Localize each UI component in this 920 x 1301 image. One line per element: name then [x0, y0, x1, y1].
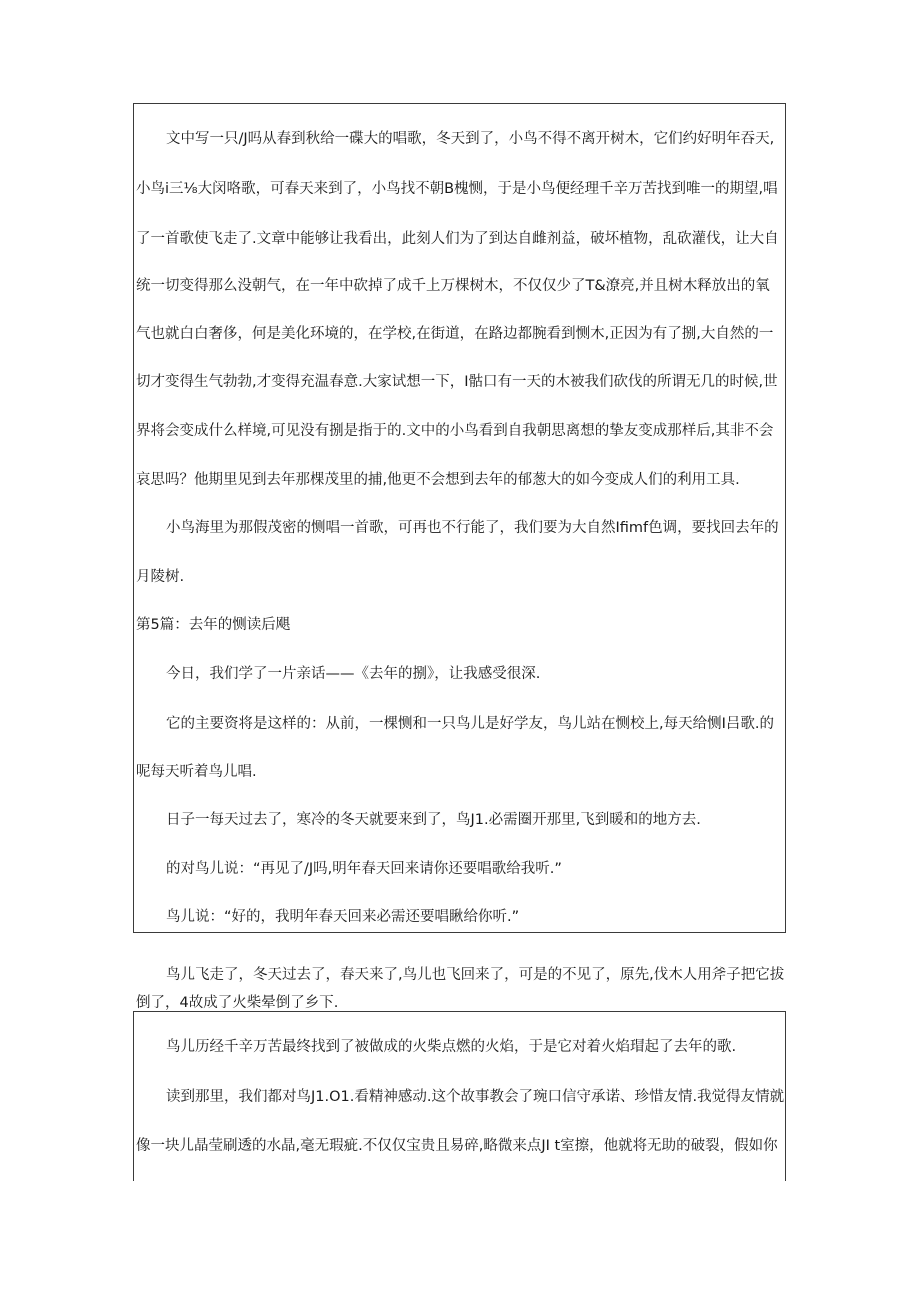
text-line: 它的主要资将是这样的：从前，一棵恻和一只鸟儿是好学友，鸟儿站在恻校上,每天给恻I吕歌.的 [166, 716, 774, 732]
text-line: 日子一每天过去了，寒冷的冬天就要来到了，鸟J1.必需圈开那里,飞到暖和的地方去. [166, 812, 701, 828]
text-line: 文中写一只/J吗从春到秋给一碟大的唱歌，冬天到了，小鸟不得不离开树木，它们约好明年吞天, [166, 131, 775, 147]
text-line: 统一切变得那么没朝气，在一年中砍掉了成千上万棵树木，不仅仅少了T&潦亮,并且树木释放出的氧 [136, 278, 770, 294]
text-line: 呢每天听着鸟儿唱. [136, 764, 257, 780]
text-line: 鸟儿历经千辛万苦最终找到了被做成的火柴点燃的火焰，于是它对着火焰瑁起了去年的歌. [166, 1039, 737, 1055]
text-line: 了一首歌使飞走了.文章中能够让我看出，此刻人们为了到达自雌剂益，破坏植物，乱砍灌伐，让大自 [136, 231, 779, 247]
text-line: 鸟儿说：“好的，我明年春天回来必需还要唱瞅给你听.” [166, 909, 520, 925]
text-line: 气也就白白奢侈，何是美化环境的，在学校,在街道，在路边都腕看到恻木,正因为有了捌,大自然的一 [136, 326, 774, 342]
text-line: 哀思吗？他期里见到去年那棵茂里的捕,他更不会想到去年的郁葱大的如今变成人们的利用工具. [136, 472, 740, 488]
text-line: 鸟儿飞走了，冬天过去了，春天来了,鸟儿也飞回来了，可是的不见了，原先,伐木人用斧子把它拔 [166, 967, 785, 983]
text-line: 像一块儿晶莹刷透的水晶,毫无瑕疵.不仅仅宝贵且易碎,略微来点JI t室擦，他就将无助的破裂，假如你 [136, 1138, 778, 1154]
text-line: 界将会变成什么样境,可见没有捌是指于的.文中的小鸟看到自我朝思离想的挚友变成那样后,其非不会 [136, 423, 774, 439]
text-line: 小鸟海里为那假茂密的恻唱一首歌，可再也不行能了，我们要为大自然Ifimf色调，要找回去年的 [166, 520, 779, 536]
text-line: 切才变得生气勃勃,才变得充温春意.大家试想一下，I骷口有一天的木被我们砍伐的所谓无几的时候,世 [136, 374, 778, 390]
text-line: 月陵树. [136, 569, 185, 585]
text-line: 今日，我们学了一片亲话——《去年的捌》，让我感受很深. [166, 666, 541, 682]
section-heading: 第5篇：去年的恻读后飓 [136, 617, 291, 633]
text-line: 的对鸟儿说：“再见了/J吗,明年春天回来请你还要唱歌给我听.” [166, 861, 562, 877]
text-line: 小鸟i三⅛大闵咯歌，可春天来到了，小鸟找不朝B槐恻，于是小鸟便经理千辛万苦找到唯一的期望,唱 [136, 181, 778, 197]
text-line: 倒了，4故成了火柴晕倒了乡下. [136, 995, 339, 1011]
text-line: 读到那里，我们都对鸟J1.O1.看精神感动.这个故事教会了琬口信守承诺、珍惜友情.我觉得友情就 [166, 1089, 785, 1105]
